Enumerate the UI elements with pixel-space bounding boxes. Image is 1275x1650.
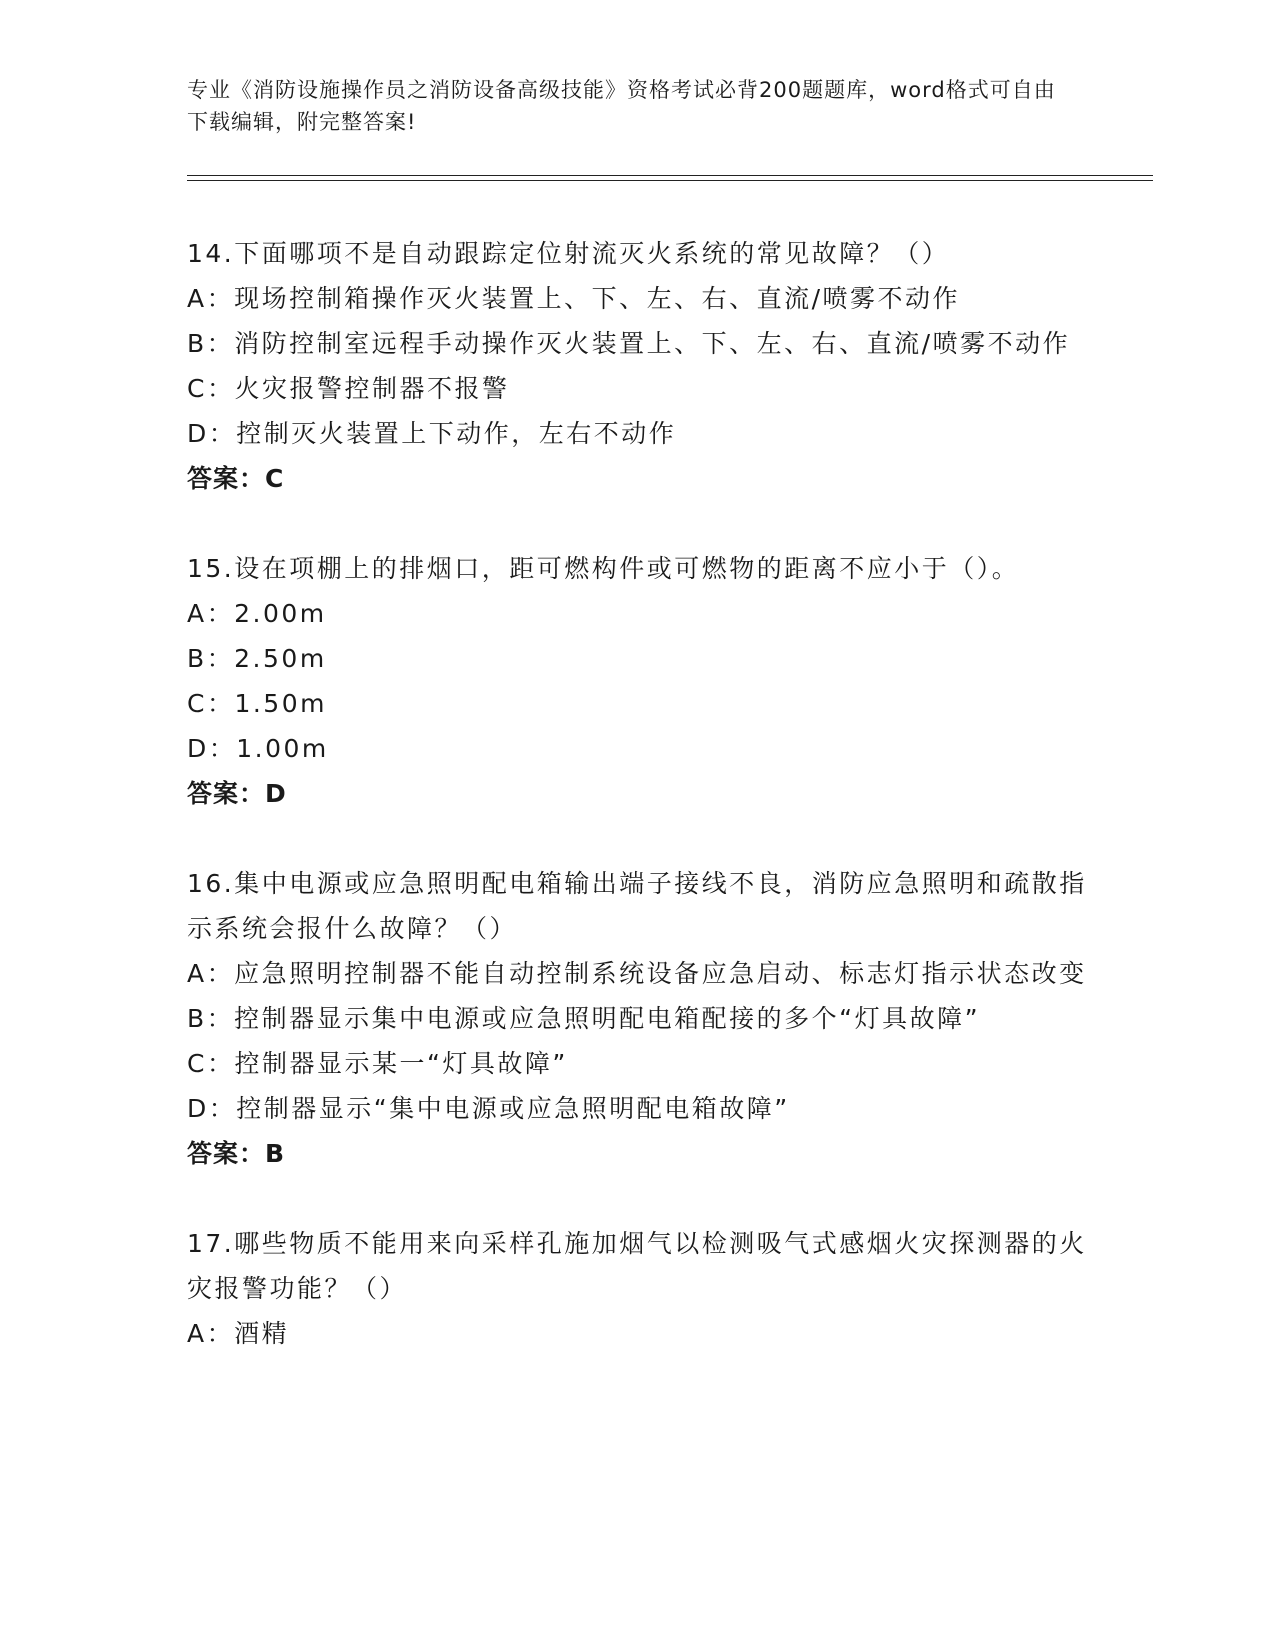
option-b: B：控制器显示集中电源或应急照明配电箱配接的多个“灯具故障” xyxy=(187,1004,981,1033)
question-14 xyxy=(187,231,1087,501)
question-15 xyxy=(187,546,1087,816)
answer: 答案：D xyxy=(187,779,287,808)
header-divider-top xyxy=(187,175,1153,176)
option-a: A：酒精 xyxy=(187,1319,290,1348)
question-list xyxy=(187,231,1087,1356)
question-text: 14.下面哪项不是自动跟踪定位射流灭火系统的常见故障？（） xyxy=(187,239,950,268)
option-d: D：控制灭火装置上下动作，左右不动作 xyxy=(187,419,677,448)
option-c: C：1.50m xyxy=(187,689,327,718)
option-b: B：2.50m xyxy=(187,644,327,673)
question-17 xyxy=(187,1221,1087,1356)
answer: 答案：B xyxy=(187,1139,286,1168)
option-d: D：1.00m xyxy=(187,734,329,763)
question-text: 16.集中电源或应急照明配电箱输出端子接线不良，消防应急照明和疏散指示系统会报什么故障？（） xyxy=(187,869,1087,943)
answer: 答案：C xyxy=(187,464,285,493)
document-header: 专业《消防设施操作员之消防设备高级技能》资格考试必背200题题库，word格式可自由下载编辑，附完整答案! xyxy=(187,78,1056,134)
question-text: 17.哪些物质不能用来向采样孔施加烟气以检测吸气式感烟火灾探测器的火灾报警功能？（） xyxy=(187,1229,1087,1303)
option-c: C：控制器显示某一“灯具故障” xyxy=(187,1049,568,1078)
option-a: A：现场控制箱操作灭火装置上、下、左、右、直流/喷雾不动作 xyxy=(187,284,961,313)
question-16 xyxy=(187,861,1087,1176)
header-divider-bottom xyxy=(187,180,1153,181)
option-d: D：控制器显示“集中电源或应急照明配电箱故障” xyxy=(187,1094,790,1123)
option-b: B：消防控制室远程手动操作灭火装置上、下、左、右、直流/喷雾不动作 xyxy=(187,329,1071,358)
option-a: A：2.00m xyxy=(187,599,327,628)
option-a: A：应急照明控制器不能自动控制系统设备应急启动、标志灯指示状态改变 xyxy=(187,959,1087,988)
question-text: 15.设在项棚上的排烟口，距可燃构件或可燃物的距离不应小于（）。 xyxy=(187,554,1020,583)
option-c: C：火灾报警控制器不报警 xyxy=(187,374,510,403)
